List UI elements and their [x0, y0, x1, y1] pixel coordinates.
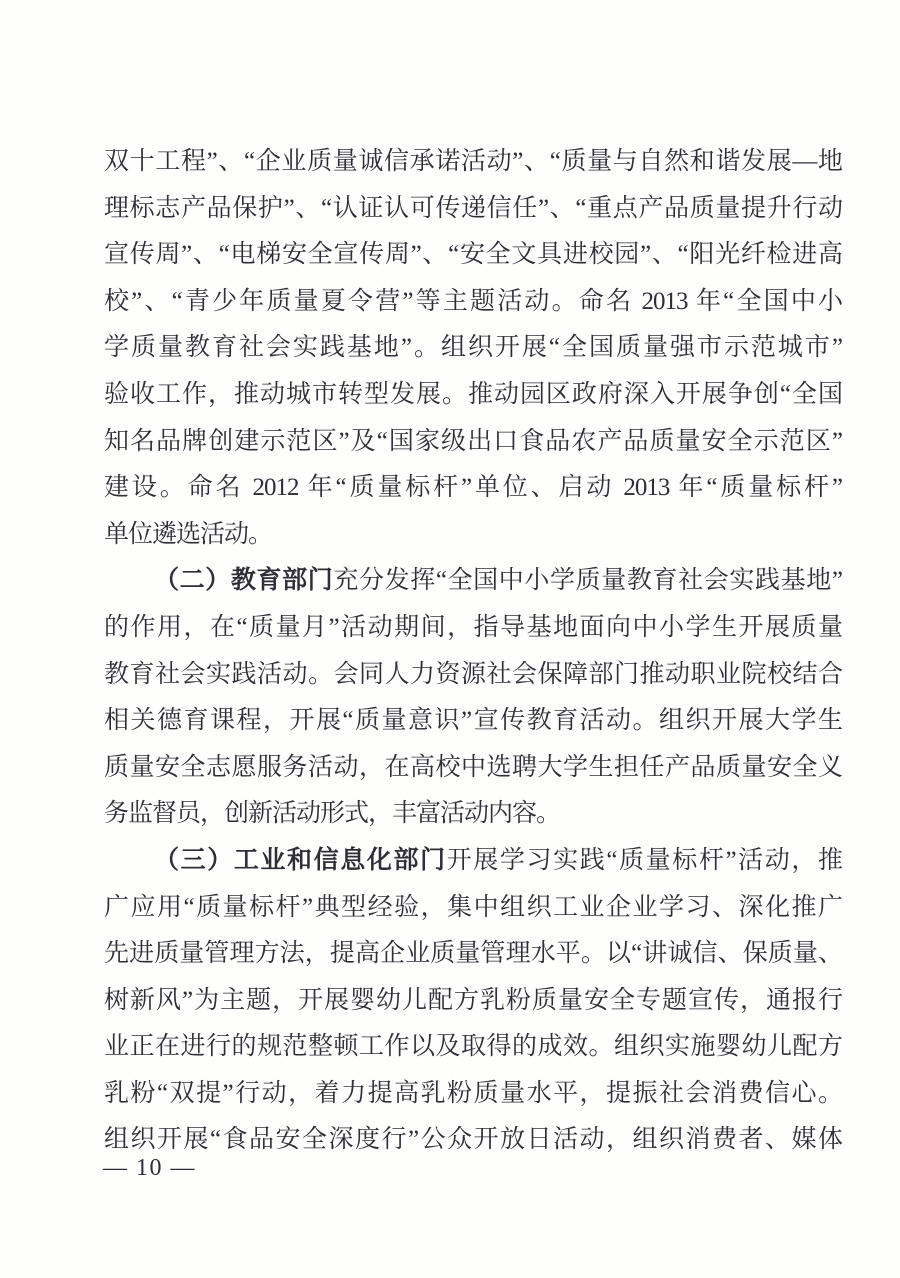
- text-line: 乳粉“双提”行动，着力提高乳粉质量水平，提振社会消费信心。: [104, 1079, 842, 1107]
- text-line: （二）教育部门充分发挥“全国中小学质量教育社会实践基地”: [154, 567, 842, 595]
- text-line: 组织开展“食品安全深度行”公众开放日活动，组织消费者、媒体: [104, 1126, 842, 1154]
- text-line: 双十工程”、“企业质量诚信承诺活动”、“质量与自然和谐发展—地: [104, 148, 842, 175]
- text-line: 业正在进行的规范整顿工作以及取得的成效。组织实施婴幼儿配方: [104, 1033, 842, 1061]
- text-line: 建设。命名 2012 年“质量标杆”单位、启动 2013 年“质量标杆”: [104, 474, 842, 502]
- text-line: （三）工业和信息化部门开展学习实践“质量标杆”活动，推: [154, 846, 842, 874]
- text-line: 理标志产品保护”、“认证认可传递信任”、“重点产品质量提升行动: [104, 194, 842, 222]
- paragraph-lead: （三）工业和信息化部门: [154, 846, 447, 874]
- text-line: 树新风”为主题，开展婴幼儿配方乳粉质量安全专题宣传，通报行: [104, 986, 842, 1014]
- text-line: 宣传周”、“电梯安全宣传周”、“安全文具进校园”、“阳光纤检进高: [104, 241, 842, 269]
- page-footer: [103, 1148, 196, 1188]
- document-body: [104, 139, 842, 1164]
- text-line: 知名品牌创建示范区”及“国家级出口食品农产品质量安全示范区”: [104, 427, 842, 455]
- text-line: 学质量教育社会实践基地”。组织开展“全国质量强市示范城市”: [104, 334, 842, 362]
- text-line: 验收工作，推动城市转型发展。推动园区政府深入开展争创“全国: [104, 380, 842, 408]
- text-line: 教育社会实践活动。会同人力资源社会保障部门推动职业院校结合: [104, 660, 842, 688]
- paragraph-lead: （二）教育部门: [154, 567, 334, 595]
- text-line: 广应用“质量标杆”典型经验，集中组织工业企业学习、深化推广: [104, 893, 842, 921]
- page-number: — 10 —: [103, 1155, 196, 1181]
- text-line: 相关德育课程，开展“质量意识”宣传教育活动。组织开展大学生: [104, 707, 842, 735]
- text-line: 校”、“青少年质量夏令营”等主题活动。命名 2013 年“全国中小: [104, 287, 842, 315]
- text-line: 单位遴选活动。: [104, 520, 273, 548]
- text-line: 的作用，在“质量月”活动期间，指导基地面向中小学生开展质量: [104, 613, 842, 641]
- text-line: 质量安全志愿服务活动，在高校中选聘大学生担任产品质量安全义: [104, 753, 842, 781]
- text-line: 先进质量管理方法，提高企业质量管理水平。以“讲诚信、保质量、: [104, 940, 842, 968]
- text-line: 务监督员，创新活动形式，丰富活动内容。: [104, 800, 561, 828]
